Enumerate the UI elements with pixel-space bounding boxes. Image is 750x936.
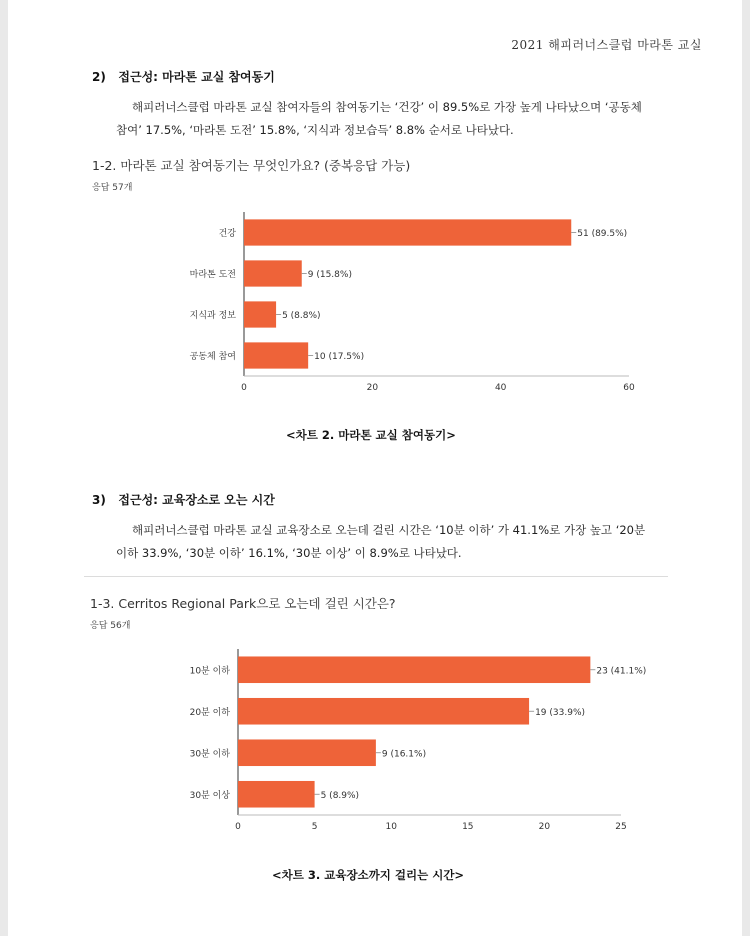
category-label: 20분 이하 bbox=[189, 707, 230, 718]
category-label: 10분 이하 bbox=[189, 666, 230, 677]
chart-participation-motivation bbox=[0, 200, 750, 405]
data-label: 9 (15.8%) bbox=[307, 270, 352, 280]
bar bbox=[244, 219, 571, 245]
x-tick-label: 60 bbox=[623, 383, 635, 393]
x-tick-label: 20 bbox=[366, 383, 379, 393]
section-2-number: 2) bbox=[92, 70, 106, 84]
x-tick-label: 0 bbox=[235, 822, 241, 832]
section-2-title: 접근성: 마라톤 교실 참여동기 bbox=[118, 70, 275, 84]
chart-travel-time bbox=[0, 640, 750, 840]
data-label: 5 (8.8%) bbox=[282, 311, 321, 321]
category-label: 공동체 참여 bbox=[189, 352, 236, 362]
question-3-response-count: 응답 56개 bbox=[90, 621, 131, 631]
data-label: 5 (8.9%) bbox=[320, 790, 360, 801]
x-tick-label: 0 bbox=[241, 383, 247, 393]
section-2-paragraph-line2: 참여’ 17.5%, ‘마라톤 도전’ 15.8%, ‘지식과 정보습득’ 8.8% 순서로 나타났다. bbox=[116, 123, 514, 137]
chart-3-caption: <차트 3. 교육장소까지 걸리는 시간> bbox=[272, 868, 465, 882]
category-label: 지식과 정보 bbox=[189, 311, 236, 321]
data-label: 10 (17.5%) bbox=[314, 352, 365, 362]
chart-2-caption: <차트 2. 마라톤 교실 참여동기> bbox=[286, 428, 456, 442]
question-3-title: 1-3. Cerritos Regional Park으로 오는데 걸린 시간은? bbox=[90, 596, 396, 611]
data-label: 23 (41.1%) bbox=[596, 666, 647, 677]
x-tick-label: 25 bbox=[615, 822, 627, 832]
x-tick-label: 15 bbox=[462, 822, 474, 832]
section-2-paragraph bbox=[116, 96, 702, 142]
bar bbox=[244, 301, 276, 327]
bar bbox=[244, 342, 308, 368]
x-tick-label: 10 bbox=[385, 822, 397, 832]
question-2-response-count: 응답 57개 bbox=[92, 183, 133, 193]
category-label: 30분 이하 bbox=[189, 749, 230, 760]
question-2-title: 1-2. 마라톤 교실 참여동기는 무엇인가요? (중복응답 가능) bbox=[92, 158, 411, 173]
data-label: 19 (33.9%) bbox=[535, 707, 586, 718]
section-2-heading bbox=[92, 68, 275, 85]
x-tick-label: 40 bbox=[494, 383, 507, 393]
section-2-paragraph-line1: 해피러너스클럽 마라톤 교실 참여자들의 참여동기는 ‘건강’ 이 89.5%로 가장 높게 나타났으며 ‘공동체 bbox=[132, 100, 642, 114]
section-3-paragraph-line1: 해피러너스클럽 마라톤 교실 교육장소로 오는데 걸린 시간은 ‘10분 이하’ 가 41.1%로 가장 높고 ‘20분 bbox=[132, 523, 646, 537]
x-tick-label: 20 bbox=[538, 822, 551, 832]
bar bbox=[238, 656, 590, 683]
section-3-title: 접근성: 교육장소로 오는 시간 bbox=[118, 493, 275, 507]
category-label: 30분 이상 bbox=[189, 790, 230, 801]
section-3-number: 3) bbox=[92, 493, 106, 507]
page-header: 2021 해피러너스클럽 마라톤 교실 bbox=[511, 38, 702, 52]
section-divider bbox=[84, 576, 668, 577]
bar bbox=[238, 781, 315, 808]
data-label: 9 (16.1%) bbox=[381, 749, 427, 760]
section-3-paragraph-line2: 이하 33.9%, ‘30분 이하’ 16.1%, ‘30분 이상’ 이 8.9%로 나타났다. bbox=[116, 546, 462, 560]
bar bbox=[244, 260, 302, 286]
bar bbox=[238, 739, 376, 766]
data-label: 51 (89.5%) bbox=[577, 229, 628, 239]
bar bbox=[238, 698, 529, 725]
section-3-paragraph bbox=[116, 519, 702, 565]
section-3-heading bbox=[92, 491, 275, 508]
category-label: 마라톤 도전 bbox=[189, 270, 236, 280]
x-tick-label: 5 bbox=[311, 822, 318, 832]
category-label: 건강 bbox=[218, 229, 236, 239]
